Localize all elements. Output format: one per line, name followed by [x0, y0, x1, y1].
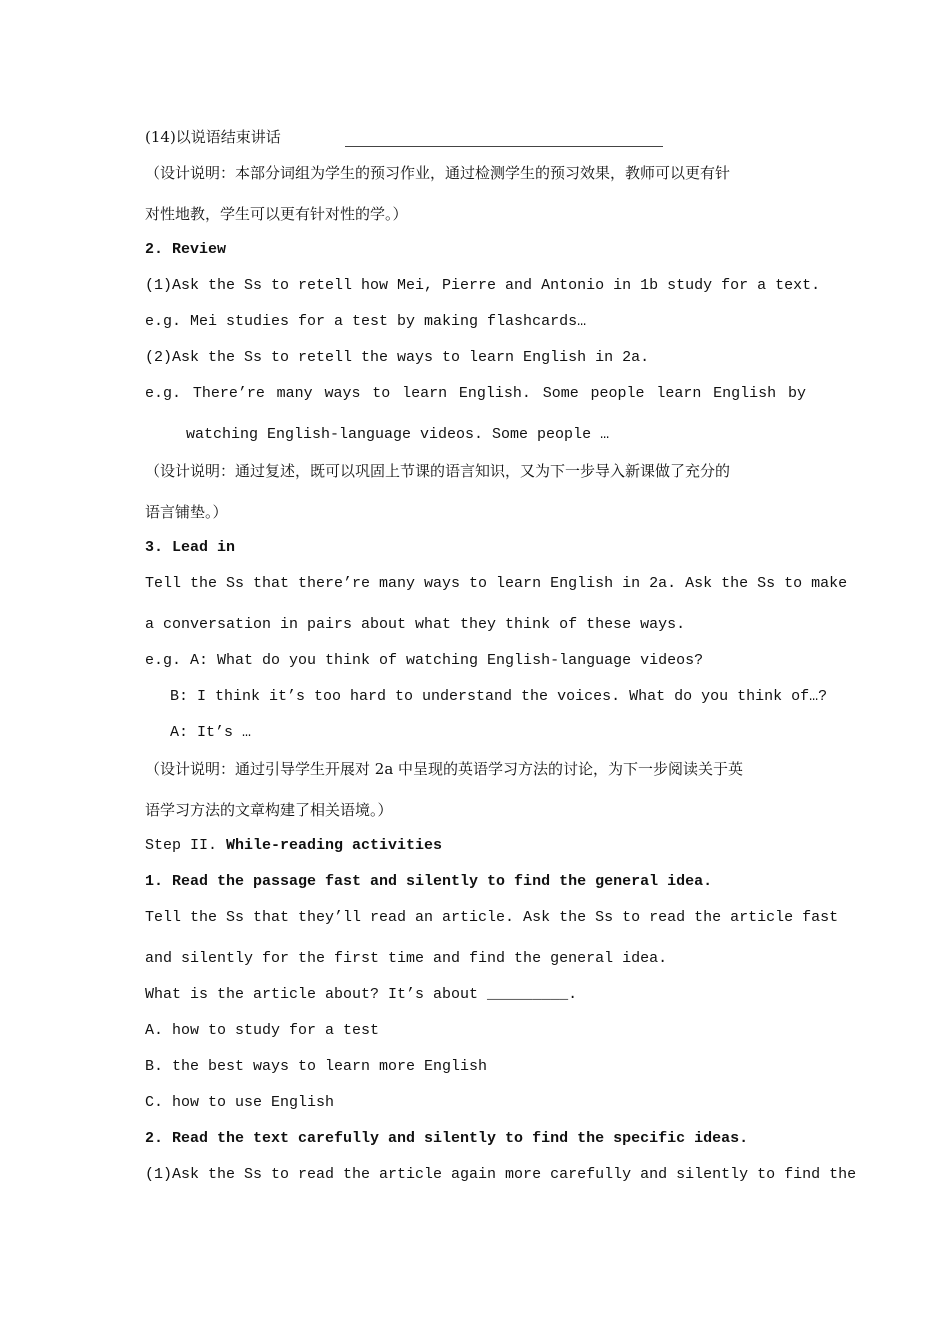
step-2-label: Step II. [145, 837, 227, 854]
word: people [590, 385, 645, 402]
option-b: B. the best ways to learn more English [145, 1058, 488, 1075]
review-example-2-line1 [145, 384, 806, 404]
word: ways [324, 385, 361, 402]
word: English. [458, 385, 531, 402]
review-item-2: (2)Ask the Ss to retell the ways to learn English in 2a. [145, 349, 650, 366]
lead-in-example-a1: e.g. A: What do you think of watching English-language videos? [145, 652, 704, 669]
lead-in-line2: a conversation in pairs about what they think of these ways. [145, 616, 686, 633]
task-2-line1: (1)Ask the Ss to read the article again more carefully and silently to find the [145, 1166, 857, 1183]
section-lead-in-heading: 3. Lead in [145, 539, 236, 556]
review-item-1: (1)Ask the Ss to retell how Mei, Pierre and Antonio in 1b study for a text. [145, 277, 821, 294]
option-c: C. how to use English [145, 1094, 335, 1111]
review-example-2-line2: watching English-language videos. Some people … [186, 426, 610, 443]
word: to [372, 385, 391, 402]
task-1-question: What is the article about? It’s about _________. [145, 986, 578, 1003]
answer-blank-line [345, 146, 663, 147]
design-note-1-line2: 对性地教，学生可以更有针对性的学。） [145, 205, 408, 223]
step-2-heading [145, 836, 442, 856]
item-14-phrase: (14)以说语结束讲话 [145, 128, 281, 146]
task-1-line2: and silently for the first time and find the general idea. [145, 950, 668, 967]
word: by [787, 385, 806, 402]
lead-in-example-b: B: I think it’s too hard to understand the voices. What do you think of…? [170, 688, 828, 705]
design-note-3-line2: 语学习方法的文章构建了相关语境。） [145, 801, 393, 819]
section-review-heading: 2. Review [145, 241, 227, 258]
design-note-2-line2: 语言铺垫。） [145, 503, 228, 521]
lead-in-example-a2: A: It’s … [170, 724, 252, 741]
design-note-3-line1: （设计说明：通过引导学生开展对 2a 中呈现的英语学习方法的讨论，为下一步阅读关于英 [145, 760, 744, 778]
word: e.g. [145, 385, 182, 402]
word: many [276, 385, 313, 402]
task-1-heading: 1. Read the passage fast and silently to find the general idea. [145, 873, 713, 890]
task-2-heading: 2. Read the text carefully and silently to find the specific ideas. [145, 1130, 749, 1147]
word: learn [402, 385, 448, 402]
design-note-1-line1: （设计说明：本部分词组为学生的预习作业，通过检测学生的预习效果，教师可以更有针 [145, 164, 731, 182]
step-2-title: While-reading activities [226, 837, 443, 854]
review-example-1: e.g. Mei studies for a test by making flashcards… [145, 313, 587, 330]
word: learn [656, 385, 702, 402]
lead-in-line1: Tell the Ss that there’re many ways to learn English in 2a. Ask the Ss to make [145, 575, 848, 592]
word: Some [542, 385, 579, 402]
design-note-2-line1: （设计说明：通过复述，既可以巩固上节课的语言知识，又为下一步导入新课做了充分的 [145, 462, 731, 480]
option-a: A. how to study for a test [145, 1022, 380, 1039]
word: English [713, 385, 777, 402]
word: There’re [192, 385, 265, 402]
task-1-line1: Tell the Ss that they’ll read an article. Ask the Ss to read the article fast [145, 909, 839, 926]
